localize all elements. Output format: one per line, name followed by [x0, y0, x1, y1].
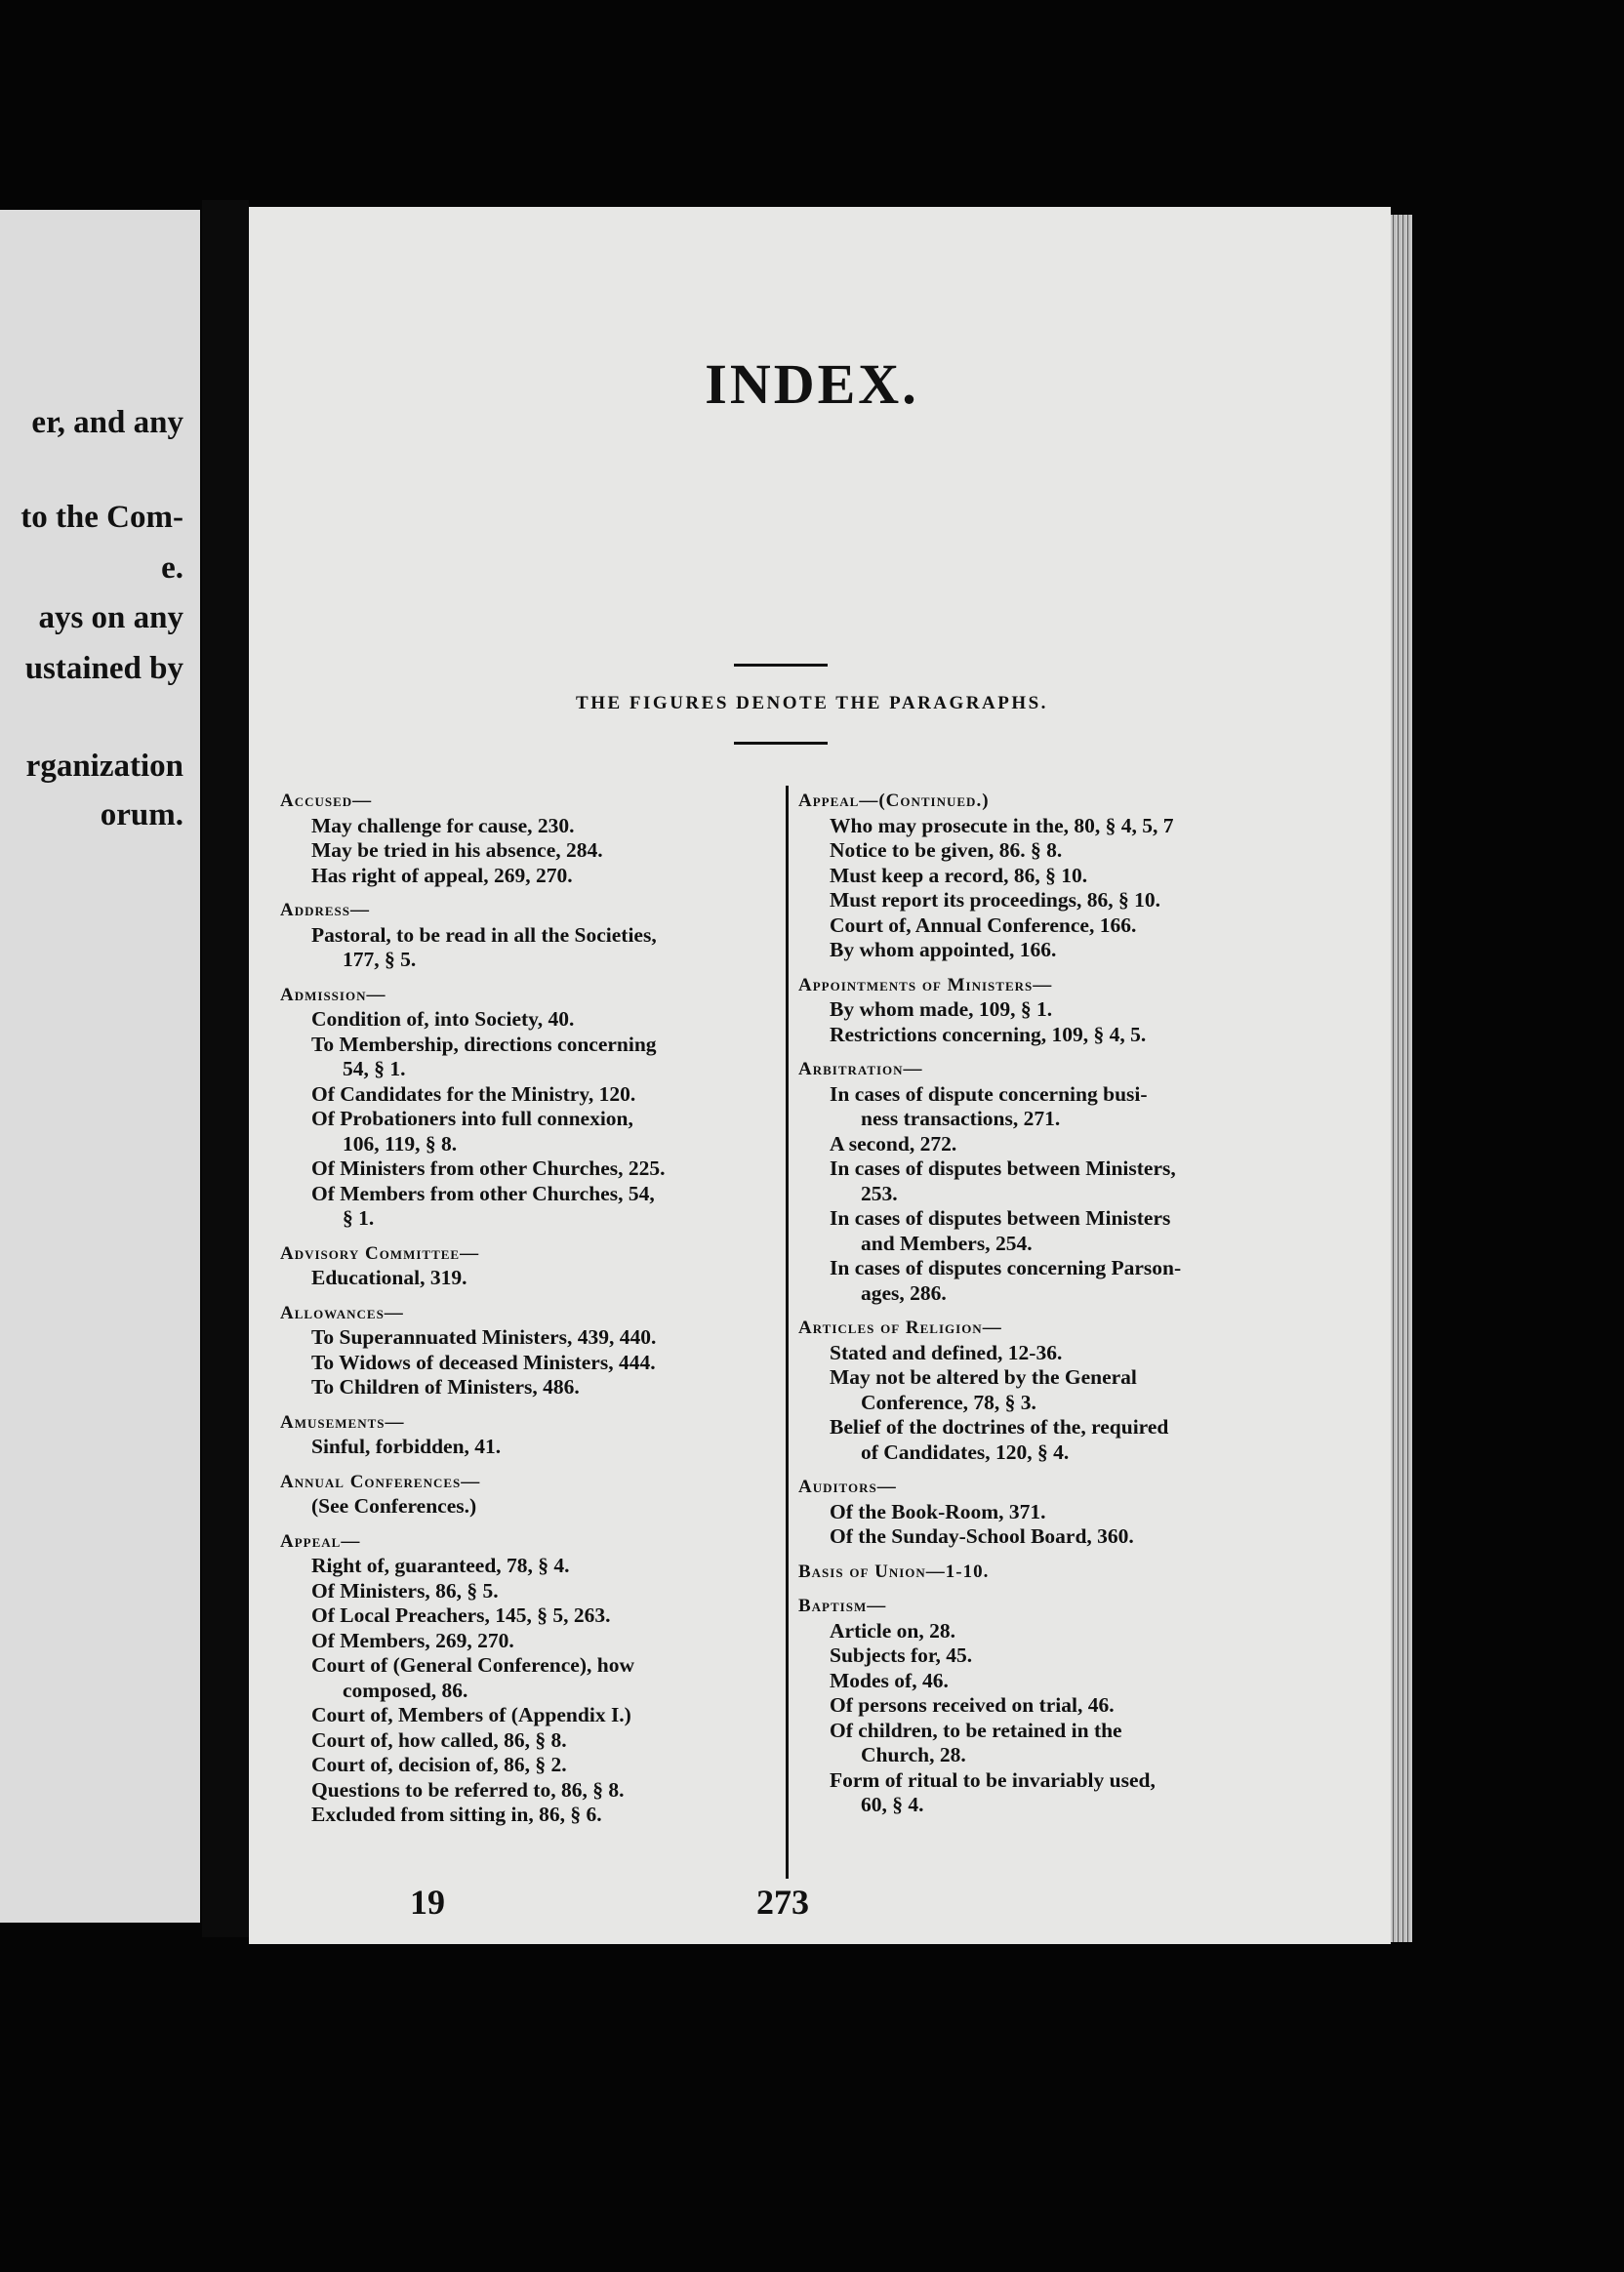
- index-heading: Admission—: [280, 984, 386, 1005]
- index-subentry: By whom made, 109, § 1.: [830, 997, 1053, 1021]
- index-subentry: To Superannuated Ministers, 439, 440.: [311, 1325, 657, 1349]
- index-subentry: Of Candidates for the Ministry, 120.: [311, 1081, 636, 1106]
- index-heading: Annual Conferences—: [280, 1471, 481, 1492]
- index-subentry: Of children, to be retained in the: [830, 1718, 1122, 1742]
- index-subentry: Of the Book-Room, 371.: [830, 1499, 1046, 1523]
- index-subentry: Right of, guaranteed, 78, § 4.: [311, 1554, 570, 1577]
- index-entry: [798, 973, 1296, 1048]
- index-subentry: Of persons received on trial, 46.: [830, 1693, 1115, 1717]
- book-gutter: [202, 200, 249, 1937]
- index-entry: [280, 1410, 778, 1460]
- index-subentry: Notice to be given, 86. § 8.: [830, 838, 1063, 862]
- index-entry: [798, 789, 1296, 963]
- index-subentry: Court of, how called, 86, § 8.: [311, 1727, 567, 1752]
- index-subentry: Court of, Annual Conference, 166.: [830, 913, 1137, 937]
- index-entry: [798, 1560, 1296, 1585]
- index-subentry-continuation: 60, § 4.: [861, 1793, 924, 1816]
- index-subentry: Of Ministers, 86, § 5.: [311, 1578, 499, 1603]
- page-title: INDEX.: [705, 352, 919, 416]
- index-subentry: In cases of disputes between Ministers: [830, 1206, 1171, 1230]
- index-subentry: May challenge for cause, 230.: [311, 813, 575, 837]
- index-subentry: To Membership, directions concerning: [311, 1032, 657, 1056]
- index-entry: [798, 1316, 1296, 1465]
- index-subentry: Restrictions concerning, 109, § 4, 5.: [830, 1022, 1147, 1046]
- index-heading: Allowances—: [280, 1302, 404, 1323]
- index-subentry: A second, 272.: [830, 1131, 957, 1156]
- index-heading: Arbitration—: [798, 1059, 923, 1079]
- facing-line: e.: [161, 550, 183, 586]
- index-entry: [798, 1594, 1296, 1818]
- index-entry: [280, 1301, 778, 1400]
- index-column-left: [280, 789, 778, 1838]
- facing-line: er, and any: [31, 405, 183, 440]
- index-subentry: (See Conferences.): [311, 1494, 477, 1518]
- facing-line: orum.: [100, 797, 183, 832]
- index-subentry: Must keep a record, 86, § 10.: [830, 863, 1088, 887]
- page-edge: [1391, 215, 1412, 1942]
- index-subentry: Article on, 28.: [830, 1618, 955, 1643]
- facing-line: to the Com-: [20, 500, 183, 535]
- subtitle-rule: [734, 742, 828, 745]
- index-heading: Appeal—(Continued.): [798, 791, 990, 811]
- index-entry: [280, 1241, 778, 1291]
- index-subentry-continuation: ness transactions, 271.: [861, 1107, 1061, 1130]
- index-subentry: By whom appointed, 166.: [830, 938, 1057, 961]
- index-subentry-continuation: composed, 86.: [343, 1678, 468, 1702]
- index-subentry: May not be altered by the General: [830, 1365, 1137, 1389]
- index-heading: Baptism—: [798, 1596, 887, 1616]
- index-entry: [280, 1529, 778, 1828]
- index-subentry: Court of, decision of, 86, § 2.: [311, 1753, 567, 1776]
- index-subentry: Of Local Preachers, 145, § 5, 263.: [311, 1603, 611, 1627]
- column-divider: [786, 786, 789, 1879]
- facing-line: ustained by: [24, 651, 183, 686]
- index-heading: Amusements—: [280, 1411, 405, 1433]
- index-heading: Articles of Religion—: [798, 1318, 1002, 1338]
- index-subentry: May be tried in his absence, 284.: [311, 838, 603, 862]
- index-subentry: Sinful, forbidden, 41.: [311, 1435, 502, 1458]
- index-subentry-continuation: Church, 28.: [861, 1743, 966, 1766]
- index-subentry: Subjects for, 45.: [830, 1643, 973, 1667]
- index-heading: Appeal—: [280, 1530, 361, 1552]
- facing-page: [0, 210, 200, 1923]
- index-heading: Address—: [280, 900, 371, 920]
- index-heading: Advisory Committee—: [280, 1242, 480, 1264]
- index-subentry: Questions to be referred to, 86, § 8.: [311, 1777, 625, 1802]
- index-subentry-continuation: 253.: [861, 1181, 898, 1205]
- facing-line: rganization: [25, 749, 183, 784]
- index-subentry: Of Members from other Churches, 54,: [311, 1181, 655, 1205]
- index-entry: [798, 1057, 1296, 1306]
- index-subentry: To Children of Ministers, 486.: [311, 1375, 580, 1399]
- index-subentry-continuation: 106, 119, § 8.: [343, 1131, 458, 1156]
- index-subentry: Of Members, 269, 270.: [311, 1628, 514, 1652]
- index-subentry: To Widows of deceased Ministers, 444.: [311, 1350, 656, 1374]
- index-subentry: In cases of disputes concerning Parson-: [830, 1256, 1182, 1279]
- index-subentry-continuation: and Members, 254.: [861, 1231, 1033, 1255]
- index-entry: [280, 898, 778, 973]
- index-heading: Appointments of Ministers—: [798, 974, 1053, 995]
- index-subentry-continuation: Conference, 78, § 3.: [861, 1390, 1036, 1414]
- index-subentry: Pastoral, to be read in all the Societies,: [311, 922, 657, 947]
- facing-line: ays on any: [38, 600, 183, 635]
- index-subentry: In cases of dispute concerning busi-: [830, 1081, 1148, 1106]
- index-subentry: Court of, Members of (Appendix I.): [311, 1703, 631, 1726]
- index-subentry: Has right of appeal, 269, 270.: [311, 863, 573, 887]
- title-rule: [734, 664, 828, 667]
- index-subentry: Educational, 319.: [311, 1266, 467, 1289]
- index-subentry: Of the Sunday-School Board, 360.: [830, 1524, 1134, 1548]
- index-entry: [280, 1470, 778, 1520]
- index-subentry: Excluded from sitting in, 86, § 6.: [311, 1803, 602, 1826]
- index-subentry: Form of ritual to be invariably used,: [830, 1767, 1156, 1792]
- index-subentry: In cases of disputes between Ministers,: [830, 1156, 1176, 1180]
- signature-mark: 19: [410, 1883, 445, 1922]
- page-subtitle: THE FIGURES DENOTE THE PARAGRAPHS.: [576, 693, 1048, 713]
- index-subentry: Who may prosecute in the, 80, § 4, 5, 7: [830, 813, 1174, 837]
- index-column-right: [798, 789, 1296, 1828]
- index-subentry: Of Ministers from other Churches, 225.: [311, 1156, 666, 1180]
- index-subentry-continuation: ages, 286.: [861, 1280, 947, 1305]
- index-heading: Auditors—: [798, 1477, 897, 1497]
- index-entry: [280, 983, 778, 1232]
- index-subentry: Stated and defined, 12-36.: [830, 1340, 1063, 1364]
- index-subentry: Must report its proceedings, 86, § 10.: [830, 888, 1161, 912]
- index-entry: [798, 1475, 1296, 1550]
- index-subentry-continuation: 177, § 5.: [343, 948, 417, 971]
- index-heading: Accused—: [280, 791, 373, 811]
- index-subentry: Of Probationers into full connexion,: [311, 1107, 633, 1130]
- index-subentry: Belief of the doctrines of the, required: [830, 1415, 1169, 1439]
- index-subentry: Modes of, 46.: [830, 1668, 949, 1692]
- index-subentry: Condition of, into Society, 40.: [311, 1007, 575, 1031]
- page-number: 273: [756, 1883, 809, 1922]
- index-subentry-continuation: 54, § 1.: [343, 1057, 406, 1080]
- index-subentry-continuation: of Candidates, 120, § 4.: [861, 1440, 1070, 1464]
- index-subentry-continuation: § 1.: [343, 1206, 375, 1230]
- index-subentry: Court of (General Conference), how: [311, 1653, 634, 1677]
- index-entry: [280, 789, 778, 888]
- index-heading: Basis of Union—1-10.: [798, 1561, 990, 1582]
